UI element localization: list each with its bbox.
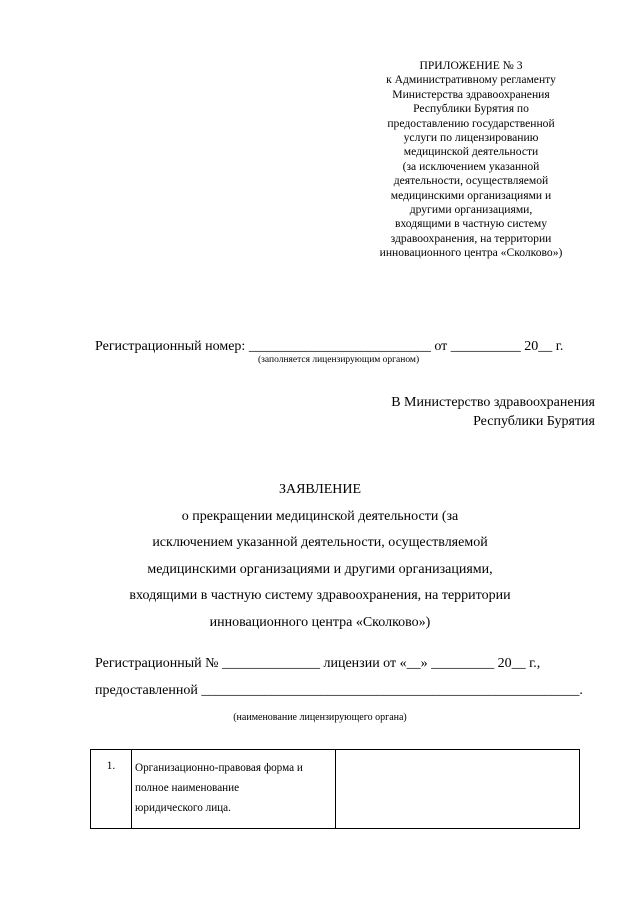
appendix-line: к Административному регламенту (386, 73, 556, 87)
table-row (91, 750, 580, 829)
title-line: о прекращении медицинской деятельности (за (181, 508, 459, 524)
addressee-line: В Министерство здравоохранения (391, 395, 595, 410)
license-issuer-line: предоставленной ______________________________________________________. (95, 683, 583, 698)
title-line: инновационного центра «Сколково») (209, 614, 431, 630)
application-table (90, 749, 580, 829)
document-title-block (0, 477, 640, 636)
row-label (132, 750, 336, 829)
addressee-block (391, 393, 595, 431)
appendix-line: деятельности, осуществляемой (393, 174, 549, 188)
appendix-line: Республики Бурятия по (413, 102, 529, 116)
title-line: медицинскими организациями и другими организациями, (147, 561, 493, 577)
title-line: входящими в частную систему здравоохранения, на территории (129, 588, 511, 603)
row-value-field[interactable] (336, 750, 580, 829)
addressee-line: Республики Бурятия (473, 414, 595, 429)
row-label-line: полное наименование (135, 782, 240, 794)
registration-number-line: Регистрационный номер: __________________________ от __________ 20__ г. (95, 339, 564, 354)
license-issuer-hint: (наименование лицензирующего органа) (233, 712, 407, 723)
row-label-line: юридического лица. (135, 802, 231, 814)
appendix-line: Министерства здравоохранения (392, 87, 550, 101)
appendix-line: ПРИЛОЖЕНИЕ № 3 (419, 59, 523, 72)
appendix-line: медицинской деятельности (403, 145, 539, 159)
appendix-line: здравоохранения, на территории (390, 231, 552, 245)
appendix-line: услуги по лицензированию (403, 131, 539, 145)
document-title: ЗАЯВЛЕНИЕ (278, 482, 362, 497)
appendix-line: (за исключением указанной (402, 159, 540, 173)
registration-hint: (заполняется лицензирующим органом) (258, 355, 420, 365)
title-line: исключением указанной деятельности, осуществляемой (152, 535, 488, 550)
appendix-block (360, 59, 582, 261)
row-label-line: Организационно-правовая форма и (135, 762, 303, 774)
appendix-line: другими организациями, (409, 203, 533, 217)
appendix-line: предоставлению государственной (387, 116, 555, 130)
appendix-line: инновационного центра «Сколково») (379, 246, 563, 260)
license-number-line: Регистрационный № ______________ лицензии от «__» _________ 20__ г., (95, 656, 541, 671)
appendix-line: медицинскими организациями и (390, 188, 552, 202)
appendix-line: входящими в частную систему (394, 217, 548, 231)
row-number: 1. (91, 750, 132, 829)
